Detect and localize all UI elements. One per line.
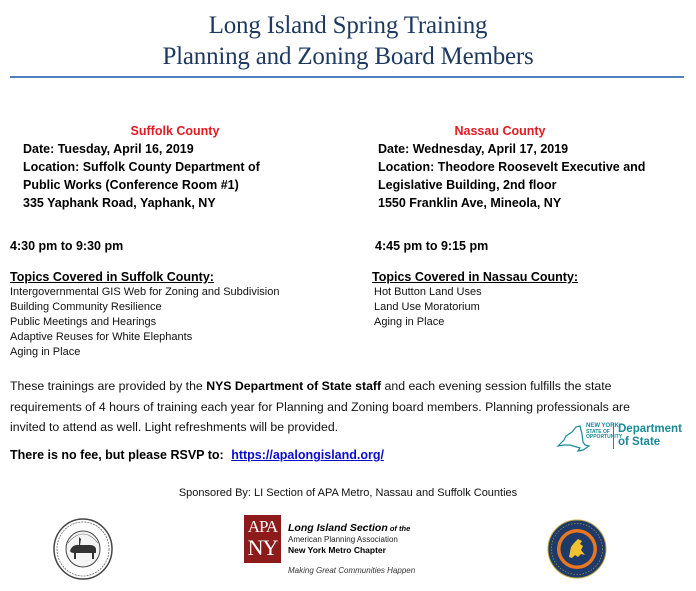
- suffolk-time: 4:30 pm to 9:30 pm: [10, 239, 124, 253]
- nassau-location-line1: Location: Theodore Roosevelt Executive and: [378, 160, 646, 174]
- apa-mark-text: APA: [247, 517, 278, 536]
- rsvp-link[interactable]: https://apalongisland.org/: [231, 448, 384, 462]
- suffolk-county-seal: [52, 517, 114, 581]
- page-title-line2: Planning and Zoning Board Members: [162, 43, 534, 70]
- topic-item: Aging in Place: [10, 346, 81, 358]
- nassau-time: 4:45 pm to 9:15 pm: [375, 239, 489, 253]
- department-label: Department: [618, 423, 682, 435]
- nassau-column: [365, 123, 695, 212]
- apa-section-label: Long Island Section: [288, 522, 388, 534]
- topic-item: Hot Button Land Uses: [374, 286, 482, 298]
- state-of-label: STATE OF: [586, 428, 610, 435]
- sponsored-by: Sponsored By: LI Section of APA Metro, Nassau and Suffolk Counties: [178, 487, 518, 499]
- nassau-address: 1550 Franklin Ave, Mineola, NY: [378, 196, 562, 210]
- nassau-county-seal: [545, 517, 609, 581]
- info-text: These trainings are provided by the: [10, 379, 207, 393]
- topic-item: Adaptive Reuses for White Elephants: [10, 331, 193, 343]
- title-divider: [10, 76, 684, 78]
- ny-department-of-state-logo: [556, 420, 696, 460]
- apa-tagline: Making Great Communities Happen: [288, 566, 416, 575]
- apa-ny-mark: [244, 515, 281, 563]
- nassau-date: Date: Wednesday, April 17, 2019: [378, 142, 569, 156]
- nassau-heading: Nassau County: [454, 124, 546, 138]
- info-line2: requirements of 4 hours of training each year for Planning and Zoning board members. Planning professionals are: [10, 399, 630, 414]
- suffolk-seal-icon: [52, 517, 114, 581]
- rsvp-label: There is no fee, but please RSVP to:: [10, 448, 228, 462]
- nassau-topics-heading: Topics Covered in Nassau County:: [372, 270, 579, 284]
- topic-item: Intergovernmental GIS Web for Zoning and Subdivision: [10, 286, 280, 298]
- info-line1: [10, 376, 696, 397]
- suffolk-address: 335 Yaphank Road, Yaphank, NY: [23, 196, 216, 210]
- nassau-topics: [372, 269, 578, 330]
- ny-mark-text: NY: [247, 535, 278, 560]
- nassau-location-line2: Legislative Building, 2nd floor: [378, 178, 557, 192]
- apa-of-the-label: of the: [387, 524, 411, 533]
- suffolk-topics: [10, 269, 279, 360]
- suffolk-column: [10, 123, 350, 212]
- nys-dos-staff-emphasis: NYS Department of State staff: [206, 379, 382, 393]
- topic-item: Land Use Moratorium: [374, 301, 480, 313]
- suffolk-date: Date: Tuesday, April 16, 2019: [23, 142, 194, 156]
- apa-long-island-section: [288, 522, 410, 535]
- apa-chapter-name: New York Metro Chapter: [288, 545, 386, 555]
- apa-ny-metro-logo: [244, 515, 444, 585]
- apa-association-name: American Planning Association: [288, 535, 398, 544]
- topic-item: Public Meetings and Hearings: [10, 316, 157, 328]
- page-title-line1: Long Island Spring Training: [208, 12, 488, 39]
- info-line3: invited to attend as well. Light refreshments will be provided.: [10, 420, 339, 434]
- topic-item: Aging in Place: [374, 316, 445, 328]
- department-of-state-text: [613, 423, 682, 449]
- topic-item: Building Community Resilience: [10, 301, 162, 313]
- suffolk-location-line1: Location: Suffolk County Department of: [23, 160, 260, 174]
- new-york-state-outline-icon: [556, 424, 590, 454]
- ny-label: NEW YORK: [586, 423, 619, 429]
- opportunity-label: OPPORTUNITY: [586, 434, 623, 440]
- nassau-seal-icon: [545, 517, 609, 581]
- suffolk-topics-heading: Topics Covered in Suffolk County:: [10, 270, 214, 284]
- of-state-label: of State: [618, 436, 661, 448]
- info-text: and each evening session fulfills the state: [381, 379, 612, 393]
- rsvp-line: [10, 446, 384, 464]
- suffolk-location-line2: Public Works (Conference Room #1): [23, 178, 239, 192]
- suffolk-heading: Suffolk County: [130, 124, 220, 138]
